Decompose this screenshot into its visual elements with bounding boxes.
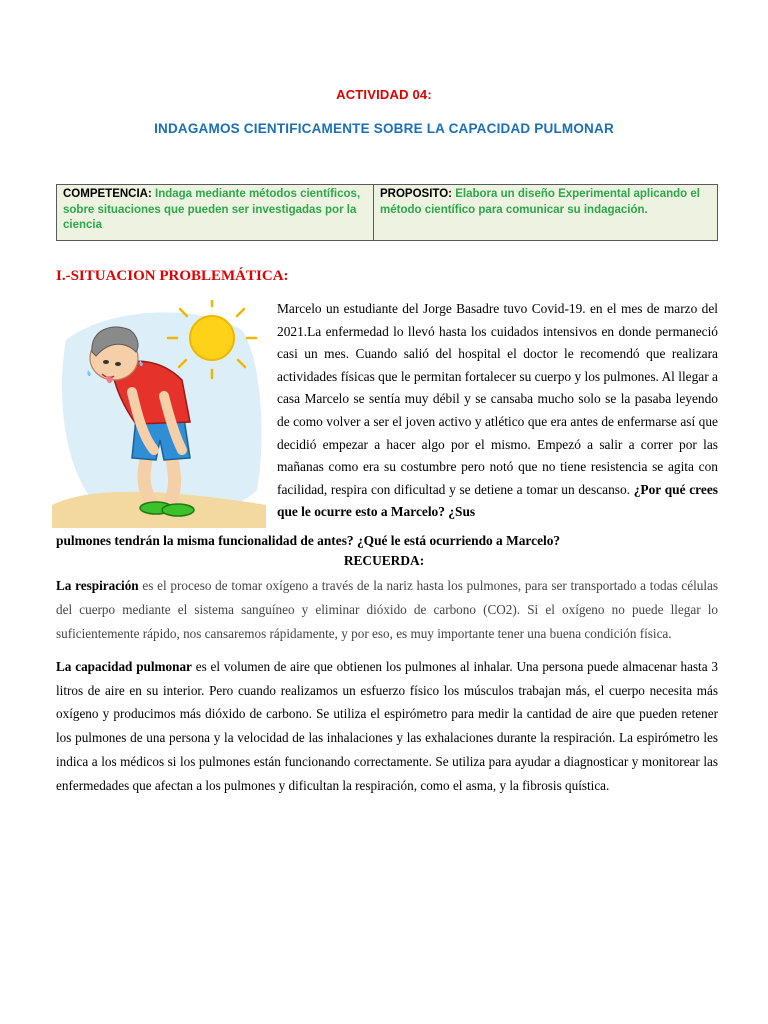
capacidad-text: es el volumen de aire que obtienen los pulmones al inhalar. Una persona puede almacenar hasta 3 litros de aire en su interior. Pero cuando realizamos un esfuerzo físico los músculos trabajan más, el cuerpo necesita más oxígeno y producimos más dióxido de carbono. Se utiliza el espirómetro para medir la cantidad de aire que pueden retener los pulmones de una persona y la velocidad de las inhalaciones y las exhalaciones durante la respiración. La espirómetro les indica a los médicos si los pulmones están funcionando correctamente. Se utiliza para ayudar a diagnosticar y monitorear las enfermedades que afectan a los pulmones y dificultan la respiración, como el asma, y la fibrosis quística. (56, 659, 718, 793)
proposito-text: Elabora un diseño Experimental aplicando el método científico para comunicar su indagación. (380, 188, 700, 216)
capacidad-paragraph (56, 655, 718, 797)
competencia-table (56, 184, 718, 241)
tired-boy-sun-illustration (52, 300, 266, 528)
competencia-text: Indaga mediante métodos científicos, sobre situaciones que pueden ser investigadas por la ciencia (63, 188, 361, 231)
respiracion-text: es el proceso de tomar oxígeno a través de la nariz hasta los pulmones, para ser transportado a todas células del cuerpo mediante el sistema sanguíneo y eliminar dióxido de carbono (CO2). Si el oxígeno no puede llegar lo suficientemente rápido, nos cansaremos rápidamente, y por eso, es muy importante tener una buena condición física. (56, 578, 718, 641)
respiracion-paragraph (56, 574, 718, 646)
proposito-label: PROPOSITO: (380, 188, 452, 200)
recuerda-heading: RECUERDA: (343, 553, 425, 568)
section-title: I.-SITUACION PROBLEMÁTICA: (56, 268, 289, 284)
respiracion-term: La respiración (56, 578, 139, 593)
story-question-start: ¿Por qué crees que le ocurre esto a Marcelo? ¿Sus (277, 481, 718, 520)
capacidad-term: La capacidad pulmonar (56, 659, 192, 674)
competencia-cell (57, 185, 374, 241)
activity-subtitle: INDAGAMOS CIENTIFICAMENTE SOBRE LA CAPACIDAD PULMONAR (154, 121, 614, 136)
story-body: Marcelo un estudiante del Jorge Basadre tuvo Covid-19. en el mes de marzo del 2021.La enfermedad lo llevó hasta los cuidados intensivos en donde permaneció casi un mes. Cuando salió del hospital el doctor le recomendó que realizara actividades físicas que le permitan fortalecer su cuerpo y los pulmones. Al llegar a casa Marcelo se sentía muy débil y se cansaba mucho solo se la pasaba leyendo de como volver a ser el joven activo y atlético que era antes de enfermarse así que decidió empezar a hacer algo por el mismo. Empezó a salir a correr por las mañanas como era su costumbre pero notó que no tiene resistencia se agita con facilidad, respira con dificultad y se detiene a tomar un descanso. (277, 301, 718, 497)
proposito-cell (374, 185, 718, 241)
competencia-label: COMPETENCIA: (63, 188, 152, 200)
activity-title: ACTIVIDAD 04: (336, 87, 432, 102)
story-question-end: pulmones tendrán la misma funcionalidad de antes? ¿Qué le está ocurriendo a Marcelo? (56, 533, 561, 548)
story-paragraph (277, 298, 718, 524)
